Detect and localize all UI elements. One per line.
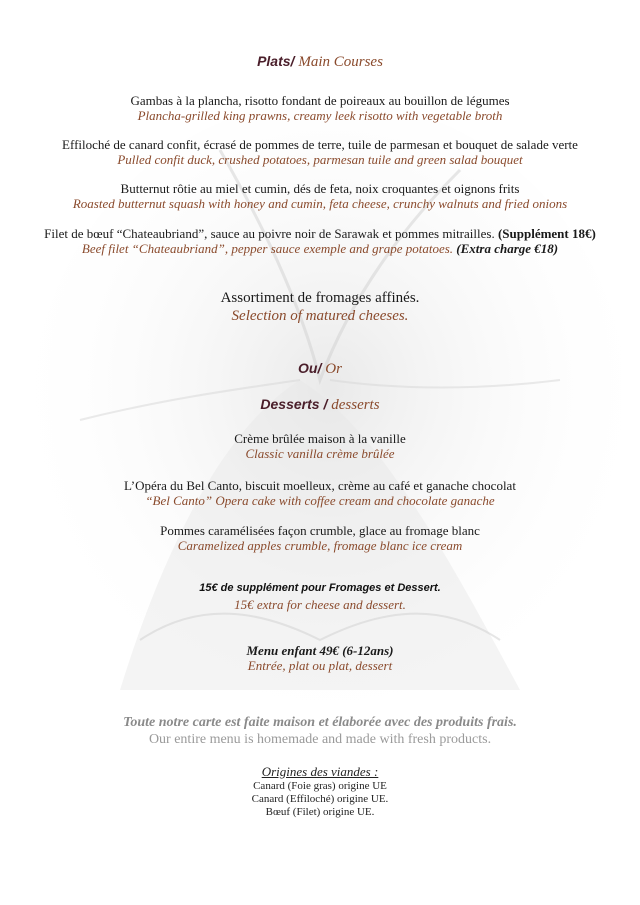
main-course-1-fr: Gambas à la plancha, risotto fondant de poireaux au bouillon de légumes [130, 93, 510, 108]
homemade-fr: Toute notre carte est faite maison et élaborée avec des produits frais. [123, 715, 517, 730]
dessert-1-en: Classic vanilla crème brûlée [245, 446, 395, 461]
main-course-4-en [0, 241, 640, 257]
main-course-4-en-extra: (Extra charge €18) [456, 241, 559, 256]
meat-origin-1: Canard (Foie gras) origine UE [253, 780, 387, 792]
dessert-1-fr: Crème brûlée maison à la vanille [234, 431, 406, 446]
meat-origin-2: Canard (Effiloché) origine UE. [251, 793, 389, 805]
cheese-fr: Assortiment de fromages affinés. [220, 290, 420, 306]
dessert-3-en: Caramelized apples crumble, fromage blanc ice cream [177, 538, 463, 553]
supplement-en: 15€ extra for cheese and dessert. [234, 597, 406, 612]
main-course-2-en: Pulled confit duck, crushed potatoes, parmesan tuile and green salad bouquet [117, 152, 523, 167]
main-courses-heading [0, 53, 640, 71]
main-course-4-fr-supplement: (Supplément 18€) [497, 226, 596, 241]
main-courses-heading-en: Main Courses [298, 54, 383, 70]
desserts-heading [0, 396, 640, 414]
kids-menu-desc: Entrée, plat ou plat, dessert [247, 658, 393, 673]
or-en: Or [325, 361, 342, 377]
desserts-heading-fr: Desserts / [260, 396, 328, 412]
or-separator [0, 360, 640, 378]
main-course-4-en-text: Beef filet “Chateaubriand”, pepper sauce exemple and grape potatoes. [81, 241, 454, 256]
main-course-2-fr: Effiloché de canard confit, écrasé de pommes de terre, tuile de parmesan et bouquet de salade verte [62, 137, 578, 152]
supplement-fr: 15€ de supplément pour Fromages et Dessert. [199, 582, 441, 594]
main-course-1-en: Plancha-grilled king prawns, creamy leek risotto with vegetable broth [137, 108, 503, 123]
dessert-3-fr: Pommes caramélisées façon crumble, glace au fromage blanc [160, 523, 480, 538]
dessert-2-en: “Bel Canto” Opera cake with coffee cream and chocolate ganache [145, 493, 495, 508]
main-course-4-fr [0, 226, 640, 242]
or-fr: Ou/ [298, 360, 322, 376]
desserts-heading-en: desserts [331, 397, 380, 413]
homemade-en: Our entire menu is homemade and made with fresh products. [148, 732, 492, 747]
main-courses-heading-fr: Plats/ [257, 53, 295, 69]
dessert-2-fr: L’Opéra du Bel Canto, biscuit moelleux, crème au café et ganache chocolat [124, 478, 516, 493]
meat-origins-title: Origines des viandes : [261, 764, 379, 779]
kids-menu-title: Menu enfant 49€ (6-12ans) [246, 643, 394, 658]
cheese-en: Selection of matured cheeses. [231, 308, 409, 324]
main-course-3-en: Roasted butternut squash with honey and cumin, feta cheese, crunchy walnuts and fried onions [72, 196, 568, 211]
main-course-4-fr-text: Filet de bœuf “Chateaubriand”, sauce au poivre noir de Sarawak et pommes mitrailles. [44, 226, 495, 241]
meat-origin-3: Bœuf (Filet) origine UE. [265, 806, 375, 818]
main-course-3-fr: Butternut rôtie au miel et cumin, dés de feta, noix croquantes et oignons frits [120, 181, 520, 196]
